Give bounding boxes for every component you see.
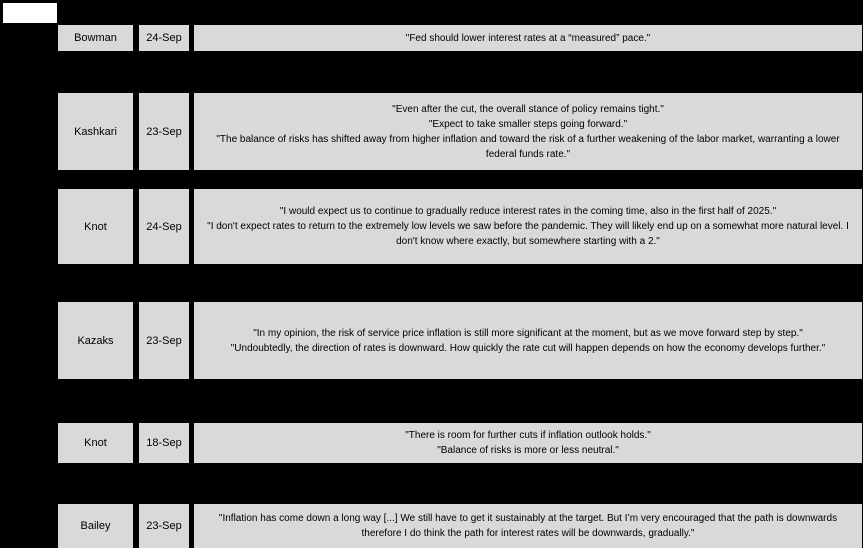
table-row [58, 25, 862, 51]
date-cell: 23-Sep [139, 504, 189, 548]
legend-box [3, 3, 57, 23]
quote-cell [194, 302, 862, 379]
quote-cell [194, 504, 862, 548]
date-cell: 18-Sep [139, 423, 189, 463]
table-row [58, 504, 862, 548]
quote-line: "Expect to take smaller steps going forward." [428, 118, 628, 130]
table-row [58, 302, 862, 379]
speaker-cell: Bailey [58, 504, 133, 548]
quote-line: "Inflation has come down a long way [...] We still have to get it sustainably at the target. But I’m very encouraged that the path is downwards therefore I do think the path for interest rates will be downwards, gradually." [218, 513, 838, 539]
table-row [58, 189, 862, 264]
speaker-cell: Bowman [58, 25, 133, 51]
quote-line: "Balance of risks is more or less neutral." [437, 445, 619, 456]
quote-cell [194, 189, 862, 264]
quote-cell [194, 25, 862, 51]
speaker-cell: Kazaks [58, 302, 133, 379]
quote-cell [194, 93, 862, 170]
quote-line: "There is room for further cuts if inflation outlook holds." [405, 430, 651, 441]
quote-line: "I would expect us to continue to gradually reduce interest rates in the coming time, also in the first half of 2025." [279, 206, 777, 217]
table-row [58, 93, 862, 170]
date-cell: 23-Sep [139, 302, 189, 379]
table-row [58, 423, 862, 463]
quote-cell [194, 423, 862, 463]
quote-line: "I don't expect rates to return to the extremely low levels we saw before the pandemic. They will likely end up on a somewhat more natural level. I don't know where exactly, but somewhere starting with a 2." [207, 221, 849, 247]
date-cell: 23-Sep [139, 93, 189, 170]
speaker-cell: Knot [58, 189, 133, 264]
quote-line: "Fed should lower interest rates at a “measured” pace." [405, 32, 651, 44]
quote-line: "Undoubtedly, the direction of rates is downward. How quickly the rate cut will happen depends on how the economy develops further." [230, 342, 826, 354]
date-cell: 24-Sep [139, 25, 189, 51]
speaker-cell: Knot [58, 423, 133, 463]
speaker-cell: Kashkari [58, 93, 133, 170]
date-cell: 24-Sep [139, 189, 189, 264]
quote-line: "The balance of risks has shifted away from higher inflation and toward the risk of a further weakening of the labor market, warranting a lower federal funds rate." [216, 133, 840, 160]
quote-line: "In my opinion, the risk of service price inflation is still more significant at the moment, but as we move forward step by step." [253, 327, 803, 339]
quote-line: "Even after the cut, the overall stance of policy remains tight." [392, 103, 664, 115]
